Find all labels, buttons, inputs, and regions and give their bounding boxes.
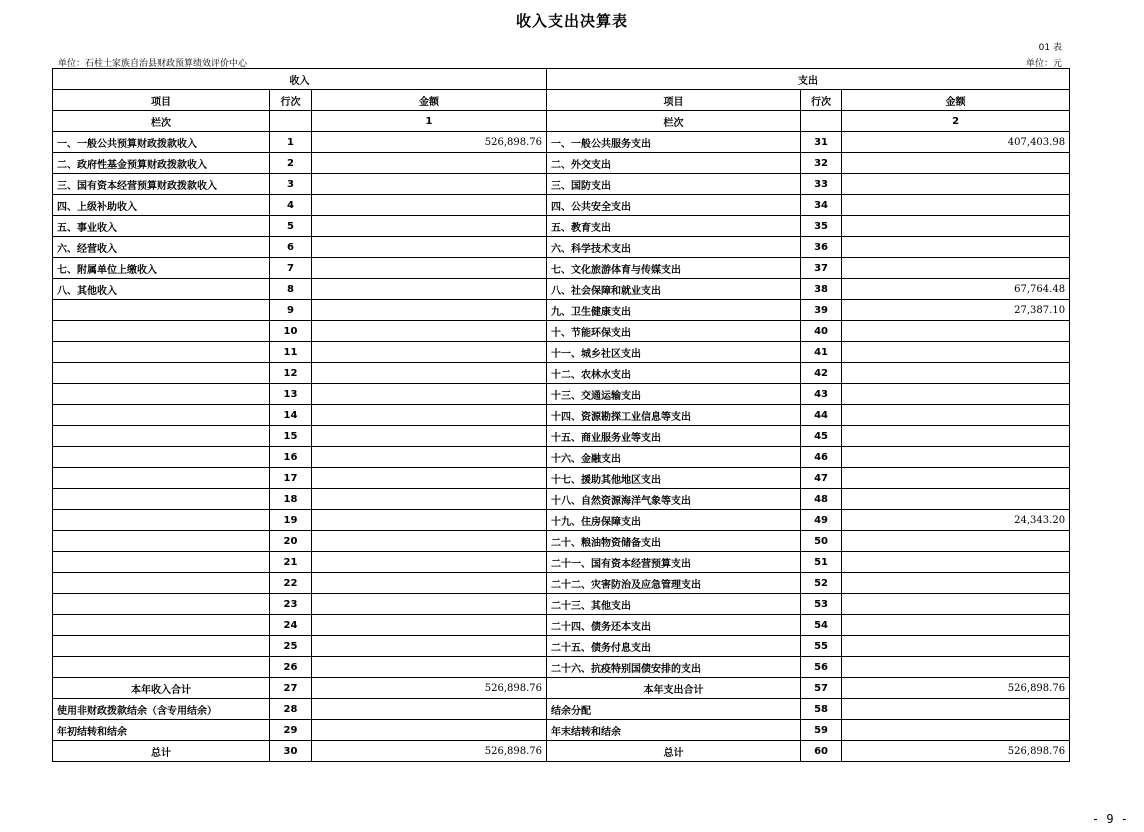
income-item-cell: 六、经营收入	[53, 237, 270, 258]
income-line-cell: 19	[270, 510, 312, 531]
income-item-cell: 二、政府性基金预算财政拨款收入	[53, 153, 270, 174]
income-amount-cell	[312, 426, 547, 447]
income-amount-cell	[312, 279, 547, 300]
income-item-cell	[53, 342, 270, 363]
income-item-cell	[53, 447, 270, 468]
table-row	[53, 195, 1070, 216]
income-line-cell: 4	[270, 195, 312, 216]
income-line-cell: 1	[270, 132, 312, 153]
income-amount-cell	[312, 636, 547, 657]
income-line-cell: 15	[270, 426, 312, 447]
table-row	[53, 636, 1070, 657]
table-row	[53, 321, 1070, 342]
income-line-cell: 17	[270, 468, 312, 489]
table-row	[53, 363, 1070, 384]
income-item-cell: 七、附属单位上缴收入	[53, 258, 270, 279]
expense-amount-cell	[842, 699, 1070, 720]
income-item-cell: 八、其他收入	[53, 279, 270, 300]
income-col-blank	[270, 111, 312, 132]
table-row	[53, 237, 1070, 258]
income-section-header: 收入	[53, 69, 547, 90]
expense-section-header: 支出	[547, 69, 1070, 90]
expense-amount-cell	[842, 657, 1070, 678]
income-item-cell: 使用非财政拨款结余（含专用结余）	[53, 699, 270, 720]
table-row	[53, 699, 1070, 720]
table-row	[53, 384, 1070, 405]
income-line-cell: 13	[270, 384, 312, 405]
expense-item-cell: 十四、资源勘探工业信息等支出	[547, 405, 801, 426]
expense-amount-cell	[842, 615, 1070, 636]
income-item-cell	[53, 510, 270, 531]
income-amount-cell	[312, 720, 547, 741]
income-amount-header: 金额	[312, 90, 547, 111]
expense-line-cell: 60	[801, 741, 842, 762]
income-line-cell: 11	[270, 342, 312, 363]
expense-item-cell: 二十五、债务付息支出	[547, 636, 801, 657]
expense-line-cell: 57	[801, 678, 842, 699]
expense-item-cell: 二十四、债务还本支出	[547, 615, 801, 636]
expense-amount-cell	[842, 216, 1070, 237]
table-row	[53, 678, 1070, 699]
income-amount-cell	[312, 468, 547, 489]
income-line-cell: 22	[270, 573, 312, 594]
expense-line-cell: 35	[801, 216, 842, 237]
expense-line-cell: 54	[801, 615, 842, 636]
income-amount-cell	[312, 531, 547, 552]
income-amount-cell	[312, 447, 547, 468]
expense-amount-cell	[842, 321, 1070, 342]
expense-item-cell: 一、一般公共服务支出	[547, 132, 801, 153]
income-item-cell	[53, 489, 270, 510]
table-row	[53, 342, 1070, 363]
income-amount-cell	[312, 342, 547, 363]
income-line-cell: 27	[270, 678, 312, 699]
income-item-cell	[53, 636, 270, 657]
expense-col-label: 栏次	[547, 111, 801, 132]
expense-line-header: 行次	[801, 90, 842, 111]
income-item-cell: 四、上级补助收入	[53, 195, 270, 216]
expense-line-cell: 51	[801, 552, 842, 573]
expense-item-header: 项目	[547, 90, 801, 111]
table-row	[53, 300, 1070, 321]
expense-item-cell: 十三、交通运输支出	[547, 384, 801, 405]
expense-item-cell: 三、国防支出	[547, 174, 801, 195]
income-amount-cell	[312, 153, 547, 174]
income-expense-table	[52, 68, 1070, 762]
income-amount-cell	[312, 237, 547, 258]
income-line-cell: 3	[270, 174, 312, 195]
table-row	[53, 279, 1070, 300]
income-item-cell: 本年收入合计	[53, 678, 270, 699]
income-amount-cell	[312, 594, 547, 615]
expense-item-cell: 七、文化旅游体育与传媒支出	[547, 258, 801, 279]
expense-amount-cell	[842, 363, 1070, 384]
income-line-cell: 18	[270, 489, 312, 510]
table-row	[53, 657, 1070, 678]
expense-line-cell: 50	[801, 531, 842, 552]
income-amount-cell: 526,898.76	[312, 741, 547, 762]
income-amount-cell	[312, 384, 547, 405]
table-row	[53, 153, 1070, 174]
income-line-cell: 5	[270, 216, 312, 237]
expense-item-cell: 二、外交支出	[547, 153, 801, 174]
expense-item-cell: 十六、金融支出	[547, 447, 801, 468]
income-amount-cell: 526,898.76	[312, 132, 547, 153]
expense-line-cell: 38	[801, 279, 842, 300]
income-item-cell	[53, 321, 270, 342]
income-item-cell: 三、国有资本经营预算财政拨款收入	[53, 174, 270, 195]
expense-amount-cell	[842, 552, 1070, 573]
table-row	[53, 426, 1070, 447]
income-item-cell	[53, 426, 270, 447]
income-line-cell: 28	[270, 699, 312, 720]
table-row	[53, 531, 1070, 552]
expense-amount-cell: 27,387.10	[842, 300, 1070, 321]
expense-item-cell: 二十六、抗疫特别国债安排的支出	[547, 657, 801, 678]
page-number: - 9 -	[1091, 812, 1128, 826]
income-line-cell: 24	[270, 615, 312, 636]
expense-amount-cell	[842, 426, 1070, 447]
income-line-cell: 20	[270, 531, 312, 552]
expense-amount-cell: 526,898.76	[842, 741, 1070, 762]
table-row	[53, 615, 1070, 636]
table-number: 01 表	[1038, 43, 1062, 53]
income-amount-cell: 526,898.76	[312, 678, 547, 699]
expense-amount-cell	[842, 594, 1070, 615]
expense-item-cell: 二十三、其他支出	[547, 594, 801, 615]
income-item-cell	[53, 468, 270, 489]
income-line-cell: 7	[270, 258, 312, 279]
expense-amount-cell	[842, 384, 1070, 405]
expense-item-cell: 总计	[547, 741, 801, 762]
expense-amount-cell	[842, 531, 1070, 552]
income-line-cell: 8	[270, 279, 312, 300]
expense-item-cell: 本年支出合计	[547, 678, 801, 699]
expense-line-cell: 58	[801, 699, 842, 720]
expense-item-cell: 四、公共安全支出	[547, 195, 801, 216]
income-amount-cell	[312, 510, 547, 531]
expense-amount-cell	[842, 636, 1070, 657]
income-amount-cell	[312, 552, 547, 573]
expense-item-cell: 二十二、灾害防治及应急管理支出	[547, 573, 801, 594]
expense-line-cell: 40	[801, 321, 842, 342]
income-amount-cell	[312, 258, 547, 279]
income-line-cell: 2	[270, 153, 312, 174]
expense-amount-cell	[842, 405, 1070, 426]
income-line-cell: 14	[270, 405, 312, 426]
income-col-index: 1	[312, 111, 547, 132]
expense-line-cell: 37	[801, 258, 842, 279]
expense-item-cell: 六、科学技术支出	[547, 237, 801, 258]
expense-amount-cell: 67,764.48	[842, 279, 1070, 300]
income-line-cell: 9	[270, 300, 312, 321]
expense-amount-cell	[842, 573, 1070, 594]
expense-item-cell: 九、卫生健康支出	[547, 300, 801, 321]
expense-amount-cell: 24,343.20	[842, 510, 1070, 531]
expense-line-cell: 53	[801, 594, 842, 615]
expense-line-cell: 48	[801, 489, 842, 510]
expense-line-cell: 33	[801, 174, 842, 195]
income-line-cell: 30	[270, 741, 312, 762]
income-item-cell	[53, 594, 270, 615]
expense-item-cell: 二十、粮油物资储备支出	[547, 531, 801, 552]
expense-col-blank	[801, 111, 842, 132]
table-row	[53, 405, 1070, 426]
expense-line-cell: 43	[801, 384, 842, 405]
income-item-cell	[53, 531, 270, 552]
income-amount-cell	[312, 489, 547, 510]
section-header-row	[53, 69, 1070, 90]
income-amount-cell	[312, 300, 547, 321]
expense-item-cell: 十五、商业服务业等支出	[547, 426, 801, 447]
expense-amount-cell	[842, 174, 1070, 195]
table-row	[53, 741, 1070, 762]
income-amount-cell	[312, 573, 547, 594]
income-col-label: 栏次	[53, 111, 270, 132]
income-line-header: 行次	[270, 90, 312, 111]
expense-item-cell: 结余分配	[547, 699, 801, 720]
table-row	[53, 720, 1070, 741]
table-row	[53, 510, 1070, 531]
expense-item-cell: 十二、农林水支出	[547, 363, 801, 384]
income-amount-cell	[312, 195, 547, 216]
expense-line-cell: 42	[801, 363, 842, 384]
income-amount-cell	[312, 615, 547, 636]
expense-line-cell: 59	[801, 720, 842, 741]
income-item-cell	[53, 384, 270, 405]
expense-item-cell: 十九、住房保障支出	[547, 510, 801, 531]
expense-line-cell: 56	[801, 657, 842, 678]
income-amount-cell	[312, 657, 547, 678]
currency-unit: 单位：元	[1025, 59, 1062, 69]
table-row	[53, 132, 1070, 153]
expense-col-index: 2	[842, 111, 1070, 132]
income-line-cell: 29	[270, 720, 312, 741]
table-row	[53, 573, 1070, 594]
expense-amount-cell	[842, 720, 1070, 741]
expense-item-cell: 十一、城乡社区支出	[547, 342, 801, 363]
expense-line-cell: 55	[801, 636, 842, 657]
income-line-cell: 16	[270, 447, 312, 468]
table-row	[53, 447, 1070, 468]
table-row	[53, 258, 1070, 279]
income-line-cell: 25	[270, 636, 312, 657]
expense-amount-cell	[842, 342, 1070, 363]
expense-line-cell: 46	[801, 447, 842, 468]
income-line-cell: 23	[270, 594, 312, 615]
reporting-unit: 单位：石柱土家族自治县财政预算绩效评价中心	[58, 59, 248, 69]
income-amount-cell	[312, 405, 547, 426]
income-item-cell	[53, 573, 270, 594]
income-amount-cell	[312, 363, 547, 384]
expense-line-cell: 31	[801, 132, 842, 153]
column-index-row	[53, 111, 1070, 132]
income-item-cell	[53, 615, 270, 636]
income-item-cell	[53, 300, 270, 321]
table-row	[53, 174, 1070, 195]
expense-amount-cell: 407,403.98	[842, 132, 1070, 153]
income-item-header: 项目	[53, 90, 270, 111]
income-amount-cell	[312, 321, 547, 342]
expense-amount-cell	[842, 468, 1070, 489]
income-item-cell	[53, 657, 270, 678]
expense-item-cell: 十、节能环保支出	[547, 321, 801, 342]
table-row	[53, 468, 1070, 489]
expense-amount-cell: 526,898.76	[842, 678, 1070, 699]
expense-amount-cell	[842, 195, 1070, 216]
income-amount-cell	[312, 699, 547, 720]
expense-amount-cell	[842, 258, 1070, 279]
expense-amount-header: 金额	[842, 90, 1070, 111]
income-line-cell: 10	[270, 321, 312, 342]
table-row	[53, 216, 1070, 237]
expense-line-cell: 39	[801, 300, 842, 321]
expense-line-cell: 52	[801, 573, 842, 594]
income-line-cell: 26	[270, 657, 312, 678]
income-item-cell: 总计	[53, 741, 270, 762]
expense-item-cell: 八、社会保障和就业支出	[547, 279, 801, 300]
income-item-cell	[53, 363, 270, 384]
expense-amount-cell	[842, 153, 1070, 174]
expense-line-cell: 34	[801, 195, 842, 216]
expense-amount-cell	[842, 489, 1070, 510]
expense-line-cell: 47	[801, 468, 842, 489]
income-line-cell: 21	[270, 552, 312, 573]
table-row	[53, 594, 1070, 615]
income-item-cell: 年初结转和结余	[53, 720, 270, 741]
expense-line-cell: 41	[801, 342, 842, 363]
income-item-cell	[53, 552, 270, 573]
expense-line-cell: 44	[801, 405, 842, 426]
table-row	[53, 552, 1070, 573]
expense-amount-cell	[842, 447, 1070, 468]
expense-item-cell: 年末结转和结余	[547, 720, 801, 741]
income-line-cell: 12	[270, 363, 312, 384]
income-amount-cell	[312, 174, 547, 195]
expense-item-cell: 五、教育支出	[547, 216, 801, 237]
income-item-cell: 五、事业收入	[53, 216, 270, 237]
column-header-row	[53, 90, 1070, 111]
expense-line-cell: 36	[801, 237, 842, 258]
expense-item-cell: 十八、自然资源海洋气象等支出	[547, 489, 801, 510]
income-line-cell: 6	[270, 237, 312, 258]
income-amount-cell	[312, 216, 547, 237]
expense-amount-cell	[842, 237, 1070, 258]
expense-line-cell: 32	[801, 153, 842, 174]
expense-line-cell: 49	[801, 510, 842, 531]
expense-item-cell: 十七、援助其他地区支出	[547, 468, 801, 489]
page-title: 收入支出决算表	[515, 12, 628, 30]
expense-line-cell: 45	[801, 426, 842, 447]
table-row	[53, 489, 1070, 510]
income-item-cell	[53, 405, 270, 426]
income-item-cell: 一、一般公共预算财政拨款收入	[53, 132, 270, 153]
expense-item-cell: 二十一、国有资本经营预算支出	[547, 552, 801, 573]
